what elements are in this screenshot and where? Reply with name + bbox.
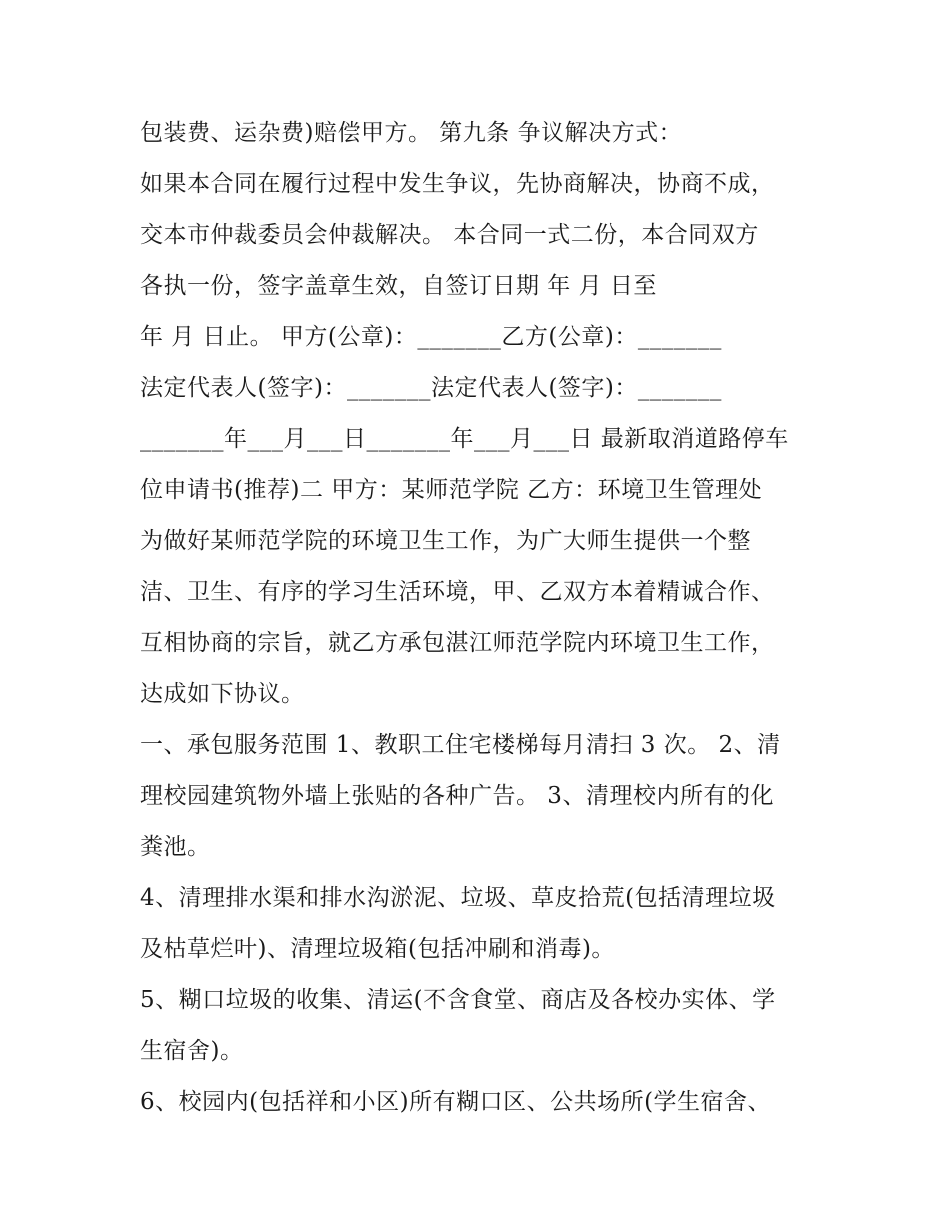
document-body <box>140 108 820 1128</box>
text-line: 理校园建筑物外墙上张贴的各种广告。 3、清理校内所有的化 <box>140 783 774 809</box>
text-line: _______年___月___日_______年___月___日 最新取消道路停车 <box>140 426 789 452</box>
text-line: 包装费、运杂费)赔偿甲方。 第九条 争议解决方式： <box>140 120 683 146</box>
text-line: 达成如下协议。 <box>140 681 305 707</box>
text-line: 各执一份，签字盖章生效，自签订日期 年 月 日至 <box>140 273 657 299</box>
text-line: 交本市仲裁委员会仲裁解决。 本合同一式二份，本合同双方 <box>140 222 759 248</box>
text-line: 及枯草烂叶)、清理垃圾箱(包括冲刷和消毒)。 <box>140 936 615 962</box>
text-line: 法定代表人(签字)：_______法定代表人(签字)：_______ <box>140 375 722 401</box>
text-line: 如果本合同在履行过程中发生争议，先协商解决，协商不成， <box>140 171 775 197</box>
text-line: 一、承包服务范围 1、教职工住宅楼梯每月清扫 3 次。 2、清 <box>140 732 781 758</box>
text-line: 互相协商的宗旨，就乙方承包湛江师范学院内环境卫生工作， <box>140 630 775 656</box>
text-line: 位申请书(推荐)二 甲方：某师范学院 乙方：环境卫生管理处 <box>140 477 763 503</box>
text-line: 生宿舍)。 <box>140 1038 244 1064</box>
text-line: 洁、卫生、有序的学习生活环境，甲、乙双方本着精诚合作、 <box>140 579 775 605</box>
text-line: 年 月 日止。 甲方(公章)：_______乙方(公章)：_______ <box>140 324 722 350</box>
text-line: 5、糊口垃圾的收集、清运(不含食堂、商店及各校办实体、学 <box>140 987 776 1013</box>
text-line: 粪池。 <box>140 834 211 860</box>
text-line: 为做好某师范学院的环境卫生工作，为广大师生提供一个整 <box>140 528 751 554</box>
text-line: 4、清理排水渠和排水沟淤泥、垃圾、草皮拾荒(包括清理垃圾 <box>140 885 776 911</box>
text-line: 6、校园内(包括祥和小区)所有糊口区、公共场所(学生宿舍、 <box>140 1089 772 1115</box>
